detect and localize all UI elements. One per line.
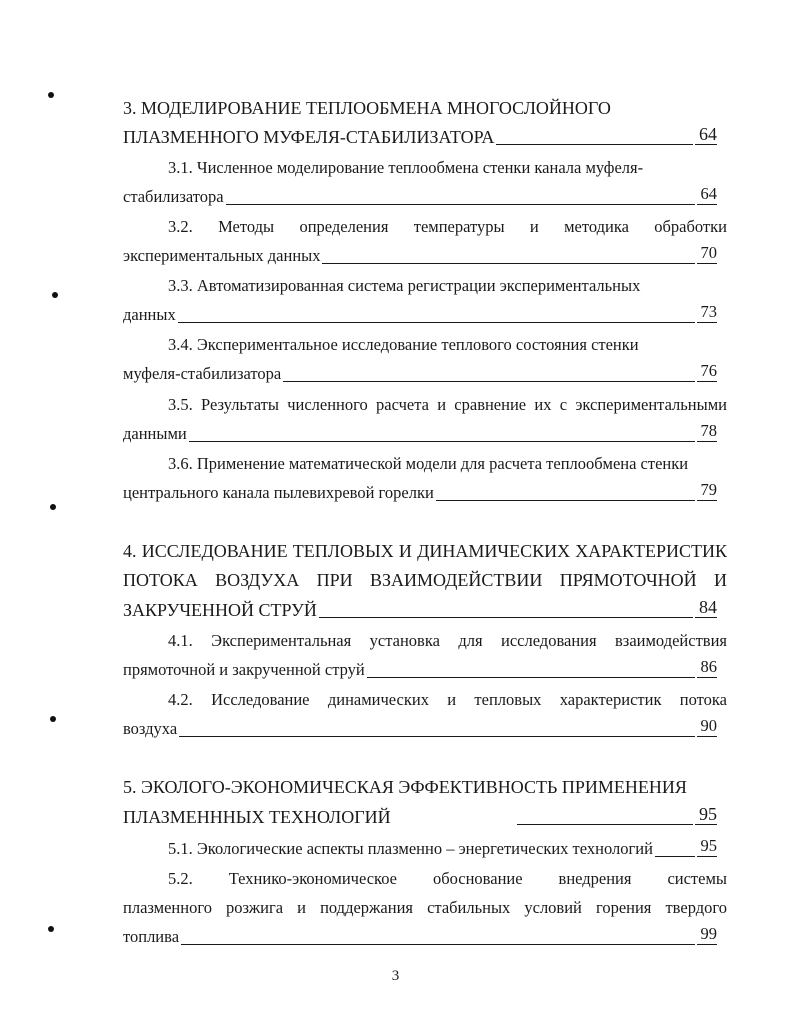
toc-item-3-4: 3.4. Экспериментальное исследование теплового состояния стенки — [168, 335, 639, 354]
binder-mark — [48, 926, 54, 932]
section-3-title-cont: ПЛАЗМЕННОГО МУФЕЛЯ-СТАБИЛИЗАТОРА — [123, 127, 495, 147]
section-5-entry[interactable] — [123, 804, 717, 830]
page-ref: 90 — [697, 716, 718, 737]
leader-line — [319, 617, 693, 618]
page-ref: 76 — [697, 361, 718, 382]
page-ref: 86 — [697, 657, 718, 678]
binder-mark — [52, 292, 58, 298]
section-4-entry[interactable] — [123, 597, 717, 623]
page-ref: 70 — [697, 243, 718, 264]
toc-item-5-2: 5.2. Технико-экономическое обоснование внедрения системы — [168, 869, 727, 888]
page-ref: 95 — [697, 836, 718, 857]
toc-item-4-2: 4.2. Исследование динамических и тепловых характеристик потока — [168, 690, 727, 709]
page-ref: 95 — [695, 804, 717, 825]
toc-entry-4-2[interactable] — [123, 716, 717, 742]
toc-item-3-1: 3.1. Численное моделирование теплообмена стенки канала муфеля- — [168, 158, 644, 177]
toc-item-text: данными — [123, 424, 187, 443]
page-ref: 84 — [695, 597, 717, 618]
leader-line — [189, 441, 695, 442]
leader-line — [226, 204, 695, 205]
toc-item-3-6: 3.6. Применение математической модели для расчета теплообмена стенки — [168, 454, 689, 473]
toc-entry-3-2[interactable] — [123, 243, 717, 269]
leader-line — [655, 856, 695, 857]
toc-item-text: топлива — [123, 927, 180, 946]
binder-mark — [48, 92, 54, 98]
toc-entry-3-5[interactable] — [123, 421, 717, 447]
page-ref: 64 — [695, 124, 717, 145]
toc-item-text: воздуха — [123, 719, 178, 738]
page-ref: 73 — [697, 302, 718, 323]
toc-entry-4-1[interactable] — [123, 657, 717, 683]
toc-item-4-1: 4.1. Экспериментальная установка для исследования взаимодействия — [168, 631, 727, 650]
leader-line — [322, 263, 694, 264]
toc-item-text: муфеля-стабилизатора — [123, 364, 282, 383]
toc-entry-3-3[interactable] — [123, 302, 717, 328]
binder-mark — [50, 504, 56, 510]
section-5-title: 5. ЭКОЛОГО-ЭКОНОМИЧЕСКАЯ ЭФФЕКТИВНОСТЬ ПРИМЕНЕНИЯ — [123, 777, 687, 797]
section-3-entry[interactable] — [123, 124, 717, 150]
section-4-title-cont: ПОТОКА ВОЗДУХА ПРИ ВЗАИМОДЕЙСТВИИ ПРЯМОТОЧНОЙ И — [123, 570, 727, 590]
toc-item-3-2: 3.2. Методы определения температуры и методика обработки — [168, 217, 727, 236]
leader-line — [178, 322, 695, 323]
toc-item-text: прямоточной и закрученной струй — [123, 660, 365, 679]
leader-line — [283, 381, 694, 382]
leader-line — [181, 944, 694, 945]
section-3-title: 3. МОДЕЛИРОВАНИЕ ТЕПЛООБМЕНА МНОГОСЛОЙНОГО — [123, 98, 611, 118]
toc-item-text: данных — [123, 305, 176, 324]
page-number: 3 — [391, 968, 400, 984]
binder-mark — [50, 716, 56, 722]
toc-item-text: экспериментальных данных — [123, 246, 321, 265]
toc-item-text: центрального канала пылевихревой горелки — [123, 483, 434, 502]
toc-entry-3-1[interactable] — [123, 184, 717, 210]
toc-entry-5-2[interactable] — [123, 924, 717, 950]
section-4-title: 4. ИССЛЕДОВАНИЕ ТЕПЛОВЫХ И ДИНАМИЧЕСКИХ ХАРАКТЕРИСТИК — [123, 541, 727, 561]
leader-line — [367, 677, 695, 678]
toc-entry-3-6[interactable] — [123, 480, 717, 506]
toc-item-text: 5.1. Экологические аспекты плазменно – энергетических технологий — [168, 839, 653, 858]
toc-item-3-5: 3.5. Результаты численного расчета и сравнение их с экспериментальными — [168, 395, 727, 414]
toc-item-text: стабилизатора — [123, 187, 224, 206]
leader-line — [436, 500, 695, 501]
leader-line — [496, 144, 693, 145]
leader-line — [179, 736, 694, 737]
page-ref: 78 — [697, 421, 718, 442]
leader-line — [517, 824, 693, 825]
section-4-title-end: ЗАКРУЧЕННОЙ СТРУЙ — [123, 600, 317, 620]
section-5-title-cont: ПЛАЗМЕНННЫХ ТЕХНОЛОГИЙ — [123, 807, 391, 827]
toc-item-3-3: 3.3. Автоматизированная система регистрации экспериментальных — [168, 276, 641, 295]
toc-item-5-2-cont: плазменного розжига и поддержания стабильных условий горения твердого — [123, 898, 727, 917]
page-ref: 64 — [697, 184, 718, 205]
page-ref: 79 — [697, 480, 718, 501]
page-ref: 99 — [697, 924, 718, 945]
toc-entry-3-4[interactable] — [123, 361, 717, 387]
toc-entry-5-1[interactable] — [168, 836, 717, 862]
